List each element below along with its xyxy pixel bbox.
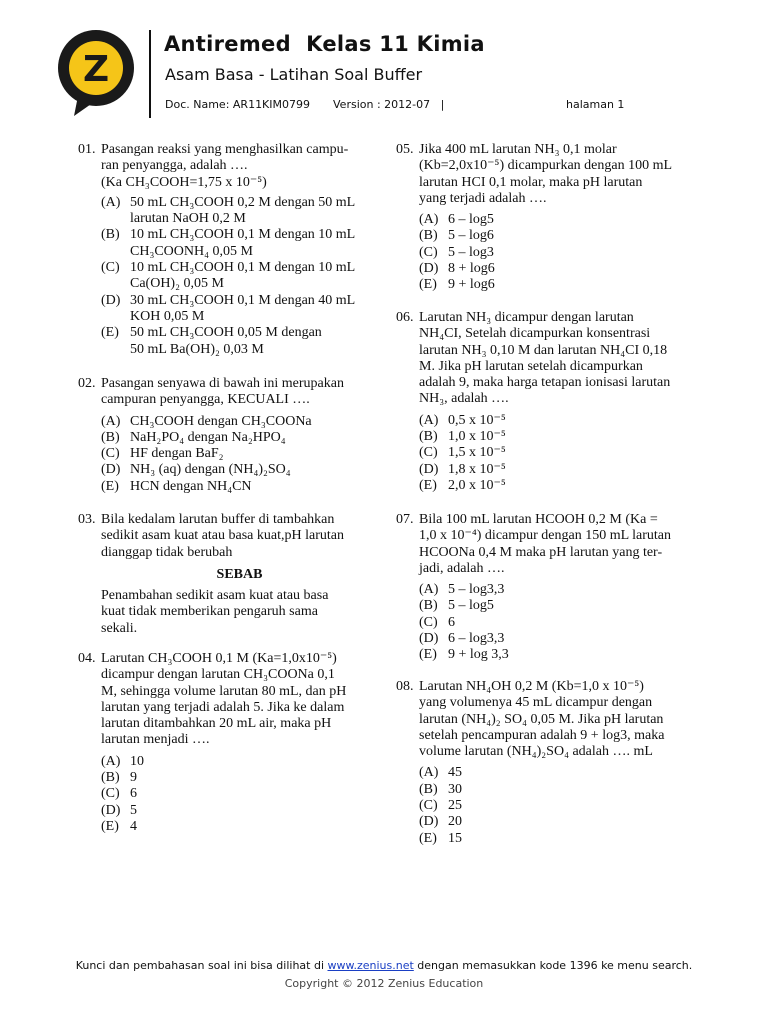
- option-a[interactable]: [419, 212, 696, 228]
- option-label: (D): [419, 261, 439, 277]
- option-text: 8 + log6: [448, 261, 495, 277]
- question-number: 03.: [78, 512, 96, 527]
- question-number: 05.: [396, 142, 414, 157]
- option-label: (B): [101, 770, 120, 786]
- footer-text-after: dengan memasukkan kode 1396 ke menu search.: [413, 959, 693, 972]
- option-label: (C): [419, 244, 438, 260]
- question-01: [78, 142, 378, 358]
- option-text: 5 – log5: [448, 598, 494, 614]
- option-c[interactable]: [101, 786, 378, 802]
- page-subtitle: Asam Basa - Latihan Soal Buffer: [165, 65, 423, 84]
- question-line: Larutan CH₃COOH 0,1 M (Ka=1,0x10⁻⁵): [101, 651, 337, 666]
- answer-options: [419, 765, 696, 846]
- option-text: 30: [448, 781, 462, 797]
- option-label: (A): [419, 412, 439, 428]
- question-line: (Ka CH₃COOH=1,75 x 10⁻⁵): [101, 174, 267, 190]
- option-text: 4: [130, 818, 137, 834]
- option-text: 45: [448, 765, 462, 781]
- option-text: 10: [130, 753, 144, 769]
- doc-name: Doc. Name: AR11KIM0799: [165, 98, 311, 111]
- question-line: M, sehingga volume larutan 80 mL, dan pH: [101, 683, 347, 699]
- option-d[interactable]: [419, 261, 696, 277]
- question-line: Pasangan senyawa di bawah ini merupakan: [101, 376, 344, 391]
- option-label: (A): [419, 582, 439, 598]
- footer-note: [0, 959, 768, 972]
- logo-letter: Z: [82, 49, 110, 90]
- doc-version: Version : 2012-07 |: [333, 98, 445, 111]
- option-label: (E): [101, 325, 119, 341]
- question-text: [101, 512, 378, 637]
- option-text: 10 mL CH₃COOH 0,1 M dengan 10 mL: [130, 260, 356, 276]
- option-label: (C): [101, 260, 120, 276]
- option-text: 1,5 x 10⁻⁵: [448, 445, 506, 461]
- question-line: setelah pencampuran adalah 9 + log3, maka: [419, 727, 665, 743]
- option-label: (B): [101, 227, 120, 243]
- answer-options: [101, 414, 378, 495]
- option-label: (B): [101, 429, 120, 445]
- footer-text-before: Kunci dan pembahasan soal ini bisa dilihat di: [75, 959, 328, 972]
- option-text: 1,0 x 10⁻⁵: [448, 429, 506, 445]
- option-text: 5 – log3: [448, 244, 494, 260]
- question-line: Bila 100 mL larutan HCOOH 0,2 M (Ka =: [419, 512, 658, 527]
- question-line: larutan (NH₄)₂ SO₄ 0,05 M. Jika pH larutan: [419, 711, 664, 727]
- option-label: (C): [419, 798, 438, 814]
- question-text: [101, 142, 378, 191]
- question-text: [419, 512, 696, 577]
- option-c[interactable]: [419, 445, 696, 461]
- option-text: 2,0 x 10⁻⁵: [448, 477, 506, 493]
- page-title: Antiremed Kelas 11 Kimia: [164, 32, 485, 56]
- option-label: (C): [101, 446, 120, 462]
- question-text: [419, 142, 696, 207]
- question-number: 01.: [78, 142, 96, 157]
- option-text: 30 mL CH₃COOH 0,1 M dengan 40 mL: [130, 292, 356, 308]
- option-label: (C): [419, 445, 438, 461]
- question-number: 02.: [78, 376, 96, 391]
- option-d[interactable]: [101, 803, 378, 819]
- option-text: CH₃COONH₄ 0,05 M: [130, 243, 253, 259]
- copyright: Copyright © 2012 Zenius Education: [284, 977, 484, 990]
- option-d[interactable]: [419, 814, 696, 830]
- option-label: (D): [101, 802, 121, 818]
- option-e[interactable]: [419, 647, 696, 663]
- option-label: (E): [419, 647, 437, 663]
- question-line: Pasangan reaksi yang menghasilkan campu-: [101, 142, 349, 157]
- option-e[interactable]: [419, 478, 696, 494]
- option-a[interactable]: [419, 765, 696, 781]
- option-c[interactable]: [419, 615, 696, 631]
- option-label: (C): [419, 614, 438, 630]
- question-text: [101, 376, 378, 409]
- question-04: [78, 651, 378, 835]
- question-line: larutan HCI 0,1 molar, maka pH larutan: [419, 174, 643, 190]
- option-e[interactable]: [101, 325, 378, 358]
- option-b[interactable]: [101, 770, 378, 786]
- question-line: HCOONa 0,4 M maka pH larutan yang ter-: [419, 544, 663, 560]
- question-08: [396, 679, 696, 847]
- question-line: adalah 9, maka harga tetapan ionisasi larutan: [419, 375, 671, 391]
- option-c[interactable]: [101, 260, 378, 293]
- option-text: 1,8 x 10⁻⁵: [448, 461, 506, 477]
- option-b[interactable]: [419, 782, 696, 798]
- answer-options: [419, 212, 696, 293]
- question-number: 04.: [78, 651, 96, 666]
- option-text: 10 mL CH₃COOH 0,1 M dengan 10 mL: [130, 227, 356, 243]
- option-label: (D): [419, 461, 439, 477]
- option-e[interactable]: [419, 831, 696, 847]
- option-label: (A): [101, 413, 121, 429]
- question-line: NH₃, adalah ….: [419, 391, 509, 407]
- option-a[interactable]: [419, 582, 696, 598]
- question-03: [78, 512, 378, 637]
- question-text: [419, 310, 696, 408]
- option-text: Ca(OH)₂ 0,05 M: [130, 276, 224, 292]
- option-c[interactable]: [101, 446, 378, 462]
- option-text: KOH 0,05 M: [130, 308, 205, 324]
- question-line: jadi, adalah ….: [419, 560, 505, 576]
- option-e[interactable]: [101, 479, 378, 495]
- option-d[interactable]: [419, 462, 696, 478]
- option-b[interactable]: [419, 429, 696, 445]
- question-line: sedikit asam kuat atau basa kuat,pH larutan: [101, 528, 344, 544]
- question-number: 08.: [396, 679, 414, 694]
- answer-options: [101, 754, 378, 835]
- question-text: [101, 651, 378, 749]
- option-a[interactable]: [101, 195, 378, 228]
- option-text: 6 – log3,3: [448, 631, 505, 647]
- option-text: 5 – log6: [448, 228, 494, 244]
- question-line: volume larutan (NH₄)₂SO₄ adalah …. mL: [419, 744, 653, 760]
- option-d[interactable]: [101, 462, 378, 478]
- option-label: (D): [101, 462, 121, 478]
- question-line: larutan ditambahkan 20 mL air, maka pH: [101, 716, 332, 732]
- answer-options: [419, 413, 696, 494]
- question-line: larutan yang terjadi adalah 5. Jika ke dalam: [101, 699, 345, 715]
- question-line: larutan NH₃ 0,10 M dan larutan NH₄CI 0,18: [419, 342, 668, 358]
- option-label: (E): [101, 818, 119, 834]
- question-line: Jika 400 mL larutan NH₃ 0,1 molar: [419, 142, 617, 157]
- option-text: larutan NaOH 0,2 M: [130, 211, 246, 227]
- question-line: Bila kedalam larutan buffer di tambahkan: [101, 512, 335, 527]
- option-label: (D): [419, 814, 439, 830]
- option-text: 50 mL Ba(OH)₂ 0,03 M: [130, 341, 264, 357]
- option-label: (C): [101, 786, 120, 802]
- option-label: (E): [101, 478, 119, 494]
- option-d[interactable]: [419, 631, 696, 647]
- option-text: 5 – log3,3: [448, 582, 505, 598]
- option-b[interactable]: [101, 227, 378, 260]
- zenius-link[interactable]: www.zenius.net: [327, 959, 414, 972]
- option-label: (B): [419, 429, 438, 445]
- question-line: yang volumenya 45 mL dicampur dengan: [419, 695, 653, 711]
- question-05: [396, 142, 696, 294]
- option-e[interactable]: [419, 277, 696, 293]
- question-line: Larutan NH₄OH 0,2 M (Kb=1,0 x 10⁻⁵): [419, 679, 644, 694]
- option-label: (A): [101, 753, 121, 769]
- question-line: 1,0 x 10⁻⁴) dicampur dengan 150 mL larutan: [419, 528, 672, 544]
- option-label: (E): [419, 830, 437, 846]
- option-label: (D): [101, 292, 121, 308]
- option-text: 6: [130, 786, 137, 802]
- option-text: 6: [448, 614, 455, 630]
- option-label: (E): [419, 477, 437, 493]
- question-07: [396, 512, 696, 664]
- option-text: 15: [448, 830, 462, 846]
- option-text: NaH₂PO₄ dengan Na₂HPO₄: [130, 429, 286, 445]
- option-a[interactable]: [419, 413, 696, 429]
- option-label: (A): [419, 212, 439, 228]
- option-text: HCN dengan NH₄CN: [130, 478, 252, 494]
- option-b[interactable]: [419, 598, 696, 614]
- option-text: 50 mL CH₃COOH 0,2 M dengan 50 mL: [130, 194, 356, 210]
- option-a[interactable]: [101, 414, 378, 430]
- reason-line: Penambahan sedikit asam kuat atau basa: [101, 588, 329, 604]
- zenius-logo: [54, 28, 138, 118]
- option-text: 6 – log5: [448, 212, 494, 228]
- option-text: NH₃ (aq) dengan (NH₄)₂SO₄: [130, 462, 291, 478]
- question-line: Larutan NH₃ dicampur dengan larutan: [419, 310, 634, 325]
- option-text: HF dengan BaF₂: [130, 446, 224, 462]
- question-line: yang terjadi adalah ….: [419, 190, 547, 206]
- option-b[interactable]: [101, 430, 378, 446]
- question-line: M. Jika pH larutan setelah dicampurkan: [419, 358, 643, 374]
- option-text: 0,5 x 10⁻⁵: [448, 412, 506, 428]
- question-line: NH₄CI, Setelah dicampurkan konsentrasi: [419, 326, 651, 342]
- option-text: 9 + log6: [448, 277, 495, 293]
- question-line: larutan menjadi ….: [101, 732, 210, 748]
- option-label: (A): [419, 765, 439, 781]
- option-text: 20: [448, 814, 462, 830]
- question-02: [78, 376, 378, 495]
- question-number: 06.: [396, 310, 414, 325]
- question-line: campuran penyangga, KECUALI ….: [101, 392, 310, 408]
- question-line: dianggap tidak berubah: [101, 544, 233, 560]
- question-06: [396, 310, 696, 494]
- option-text: 9 + log 3,3: [448, 647, 509, 663]
- option-label: (B): [419, 228, 438, 244]
- option-label: (E): [419, 277, 437, 293]
- option-text: 9: [130, 770, 137, 786]
- question-line: (Kb=2,0x10⁻⁵) dicampurkan dengan 100 mL: [419, 158, 673, 174]
- option-label: (A): [101, 194, 121, 210]
- option-label: (B): [419, 598, 438, 614]
- option-text: CH₃COOH dengan CH₃COONa: [130, 413, 312, 429]
- option-a[interactable]: [101, 754, 378, 770]
- reason-line: sekali.: [101, 620, 138, 636]
- option-label: (B): [419, 781, 438, 797]
- option-d[interactable]: [101, 293, 378, 326]
- question-number: 07.: [396, 512, 414, 527]
- option-text: 25: [448, 798, 462, 814]
- reason-line: kuat tidak memberikan pengaruh sama: [101, 604, 318, 620]
- answer-options: [101, 195, 378, 358]
- sebab-heading: SEBAB: [216, 566, 263, 582]
- answer-options: [419, 582, 696, 663]
- option-text: 5: [130, 802, 137, 818]
- header-divider: [149, 30, 151, 118]
- page-number: halaman 1: [566, 98, 625, 111]
- option-b[interactable]: [419, 228, 696, 244]
- question-text: [419, 679, 696, 760]
- question-line: ran penyangga, adalah ….: [101, 158, 248, 174]
- option-c[interactable]: [419, 245, 696, 261]
- option-text: 50 mL CH₃COOH 0,05 M dengan: [130, 325, 322, 341]
- option-c[interactable]: [419, 798, 696, 814]
- option-label: (D): [419, 631, 439, 647]
- question-line: dicampur dengan larutan CH₃COONa 0,1: [101, 667, 335, 683]
- option-e[interactable]: [101, 819, 378, 835]
